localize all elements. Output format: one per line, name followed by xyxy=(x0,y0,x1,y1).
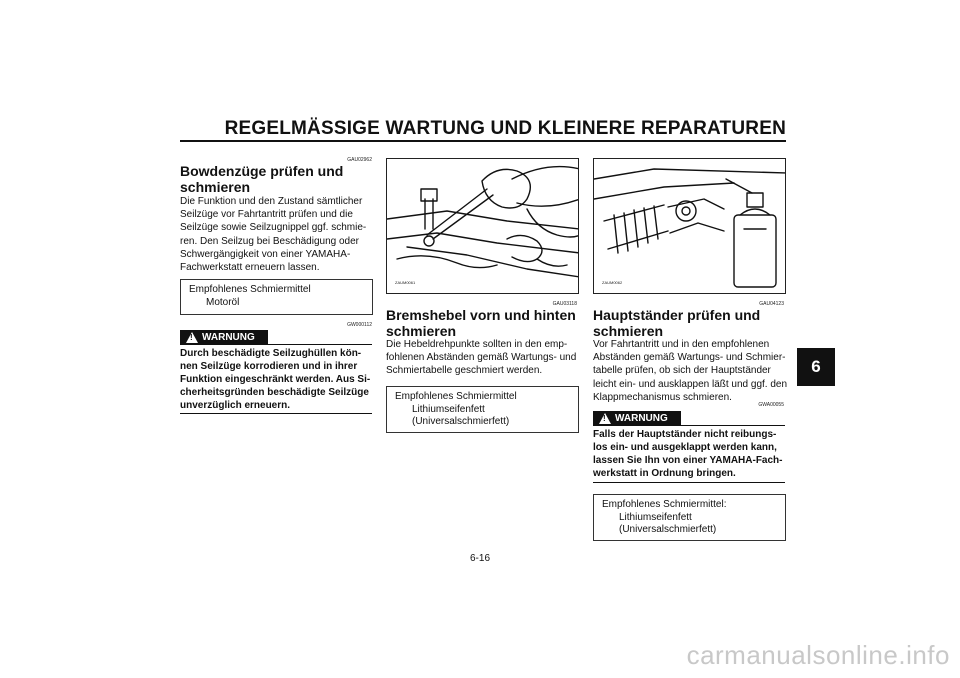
warning-label: WARNUNG xyxy=(202,332,255,343)
warning-code: GW000112 xyxy=(347,322,372,328)
lubricant-label: Empfohlenes Schmiermittel xyxy=(189,284,311,295)
section-body xyxy=(386,338,586,378)
page-header-title: REGELMÄSSIGE WARTUNG UND KLEINERE REPARATUREN xyxy=(224,118,786,139)
section-heading: Bremshebel vorn und hinten schmieren xyxy=(386,307,576,339)
lubricant-box xyxy=(386,386,579,433)
body-line: tabelle prüfen, ob sich der Hauptständer xyxy=(593,365,771,377)
body-line: Die Hebeldrehpunkte sollten in den emp- xyxy=(386,339,568,350)
warning-triangle-icon xyxy=(186,332,198,343)
warning-label: WARNUNG xyxy=(615,413,668,424)
lubricant-label: Empfohlenes Schmiermittel xyxy=(395,391,517,402)
warning-line: nen Seilzüge korrodieren und in ihrer xyxy=(180,361,358,372)
lubricant-label: Empfohlenes Schmiermittel: xyxy=(602,499,727,510)
lubricant-value: Motoröl xyxy=(206,296,240,308)
brake-lever-illustration xyxy=(387,159,579,294)
page-number: 6-16 xyxy=(469,553,490,564)
body-line: Schmiertabelle geschmiert werden. xyxy=(386,365,543,377)
body-line: Schwergängigkeit von einer YAMAHA- xyxy=(180,248,351,260)
warning-line: los ein- und ausgeklappt werden kann, xyxy=(593,442,777,453)
warning-line: cherheitsgründen beschädigte Seilzüge xyxy=(180,387,369,398)
warning-triangle-icon xyxy=(599,413,611,424)
lubricant-box xyxy=(180,279,373,315)
warning-line: Funktion eingeschränkt werden. Aus Si- xyxy=(180,374,371,385)
lubricant-value: Lithiumseifenfett xyxy=(412,403,485,415)
site-watermark: carmanualsonline.info xyxy=(686,640,950,670)
lubricant-value: (Universalschmierfett) xyxy=(619,524,717,535)
body-line: ren. Den Seilzug bei Beschädigung oder xyxy=(180,235,360,247)
section-heading: Hauptständer prüfen und schmieren xyxy=(593,307,761,339)
warning-line: werkstatt in Ordnung bringen. xyxy=(593,468,736,479)
warning-badge xyxy=(180,330,268,345)
body-line: Seilzüge sowie Seilzugnippel ggf. schmie- xyxy=(180,222,367,234)
header-rule xyxy=(180,140,786,142)
body-line: Seilzüge vor Fahrtantritt prüfen und die xyxy=(180,209,353,221)
section-code: GAU04123 xyxy=(759,301,784,307)
body-line: Die Funktion und den Zustand sämtlicher xyxy=(180,196,363,207)
warning-end-rule xyxy=(593,482,785,483)
body-line: Vor Fahrtantritt und in den empfohlenen xyxy=(593,339,770,350)
warning-code: GWA00055 xyxy=(758,402,784,408)
center-stand-illustration xyxy=(594,159,786,294)
section-heading: Bowdenzüge prüfen und schmieren xyxy=(180,163,344,195)
warning-line: unverzüglich erneuern. xyxy=(180,400,291,411)
body-line: leicht ein- und ausklappen läßt und ggf. den xyxy=(593,378,788,390)
center-stand-figure xyxy=(593,158,786,294)
section-body xyxy=(180,195,380,274)
lubricant-box xyxy=(593,494,786,541)
warning-end-rule xyxy=(180,413,372,414)
body-line: Fachwerkstatt erneuern lassen. xyxy=(180,262,320,274)
warning-line: Falls der Hauptständer nicht reibungs- xyxy=(593,429,777,440)
figure-code: ZAUM0061 xyxy=(395,280,416,285)
chapter-tab[interactable]: 6 xyxy=(797,348,835,386)
body-line: fohlenen Abständen gemäß Wartungs- und xyxy=(386,352,577,364)
section-body xyxy=(593,338,793,404)
warning-text xyxy=(180,347,380,412)
brake-lever-figure xyxy=(386,158,579,294)
figure-code: ZAUM0062 xyxy=(602,280,623,285)
lubricant-value: (Universalschmierfett) xyxy=(412,416,510,427)
body-line: Abständen gemäß Wartungs- und Schmier- xyxy=(593,352,786,364)
warning-rule xyxy=(681,425,785,426)
lubricant-value: Lithiumseifenfett xyxy=(619,511,692,523)
warning-line: Durch beschädigte Seilzughüllen kön- xyxy=(180,348,362,359)
warning-rule xyxy=(268,344,372,345)
warning-line: lassen Sie Ihn von einer YAMAHA-Fach- xyxy=(593,455,783,466)
warning-badge xyxy=(593,411,681,426)
body-line: Klappmechanismus schmieren. xyxy=(593,391,732,403)
section-code: GAU03118 xyxy=(552,301,577,307)
section-code: GAU02962 xyxy=(347,157,372,163)
warning-text xyxy=(593,428,793,480)
